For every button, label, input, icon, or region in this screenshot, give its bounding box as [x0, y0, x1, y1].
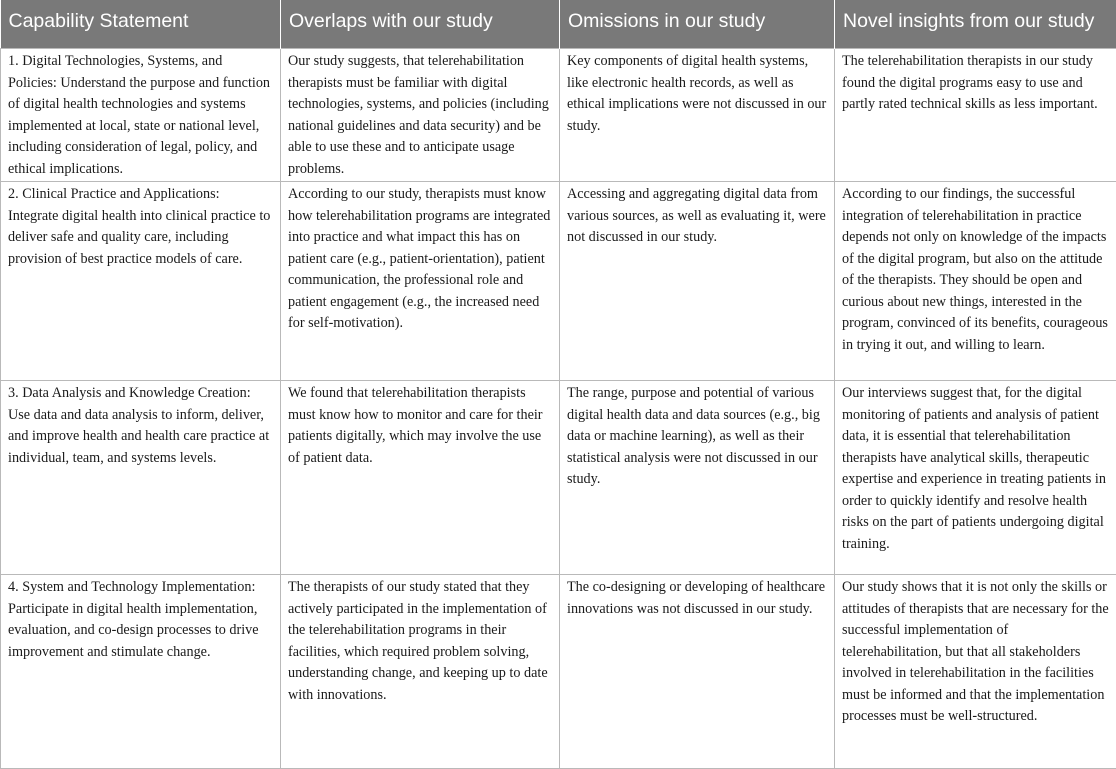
header-omissions: Omissions in our study [560, 0, 835, 49]
cell-novel-insights: Our study shows that it is not only the skills or attitudes of therapists that are necessary for the successful implementation of telerehabilitation, but that all stakeholders involved in telerehabilitation in the facilities must be informed and that the implementation processes must be well-structured. [835, 575, 1116, 769]
cell-novel-insights: Our interviews suggest that, for the digital monitoring of patients and analysis of patient data, it is essential that telerehabilitation therapists have analytical skills, therapeutic expertise and experience in treating patients in order to quickly identify and resolve health risks on the part of patients undergoing digital training. [835, 381, 1116, 575]
cell-capability: 3. Data Analysis and Knowledge Creation: Use data and data analysis to inform, deliver, and improve health and health care practice at individual, team, and systems levels. [1, 381, 281, 575]
cell-overlaps: We found that telerehabilitation therapists must know how to monitor and care for their patients digitally, which may involve the use of patient data. [281, 381, 560, 575]
cell-omissions: Key components of digital health systems, like electronic health records, as well as ethical implications were not discussed in our study. [560, 49, 835, 182]
cell-capability: 2. Clinical Practice and Applications: Integrate digital health into clinical practice to deliver safe and quality care, including provision of best practice models of care. [1, 182, 281, 381]
cell-omissions: Accessing and aggregating digital data from various sources, as well as evaluating it, were not discussed in our study. [560, 182, 835, 381]
table-row [1, 49, 1116, 182]
table-row [1, 182, 1116, 381]
header-row [1, 0, 1116, 49]
header-novel-insights: Novel insights from our study [835, 0, 1116, 49]
cell-capability: 1. Digital Technologies, Systems, and Policies: Understand the purpose and function of digital health technologies and systems implemented at local, state or national level, including consideration of legal, policy, and ethical implications. [1, 49, 281, 182]
cell-overlaps: The therapists of our study stated that they actively participated in the implementation of the telerehabilitation programs in their facilities, which required problem solving, understanding change, and keeping up to date with innovations. [281, 575, 560, 769]
cell-omissions: The co-designing or developing of healthcare innovations was not discussed in our study. [560, 575, 835, 769]
cell-capability: 4. System and Technology Implementation: Participate in digital health implementation, evaluation, and co-design processes to drive improvement and stimulate change. [1, 575, 281, 769]
cell-overlaps: Our study suggests, that telerehabilitation therapists must be familiar with digital technologies, systems, and policies (including national guidelines and data security) and be able to use these and to anticipate usage problems. [281, 49, 560, 182]
table-row [1, 575, 1116, 769]
cell-omissions: The range, purpose and potential of various digital health data and data sources (e.g., big data or machine learning), as well as their statistical analysis were not discussed in our study. [560, 381, 835, 575]
cell-overlaps: According to our study, therapists must know how telerehabilitation programs are integrated into practice and what impact this has on patient care (e.g., patient-orientation), patient communication, the professional role and patient engagement (e.g., the increased need for self-motivation). [281, 182, 560, 381]
header-capability-statement: Capability Statement [1, 0, 281, 49]
header-overlaps: Overlaps with our study [281, 0, 560, 49]
table-row [1, 381, 1116, 575]
cell-novel-insights: According to our findings, the successful integration of telerehabilitation in practice depends not only on knowledge of the impacts of the digital program, but also on the attitude of the therapists. They should be open and curious about new things, interested in the program, convinced of its benefits, courageous in trying it out, and willing to learn. [835, 182, 1116, 381]
cell-novel-insights: The telerehabilitation therapists in our study found the digital programs easy to use and partly rated technical skills as less important. [835, 49, 1116, 182]
